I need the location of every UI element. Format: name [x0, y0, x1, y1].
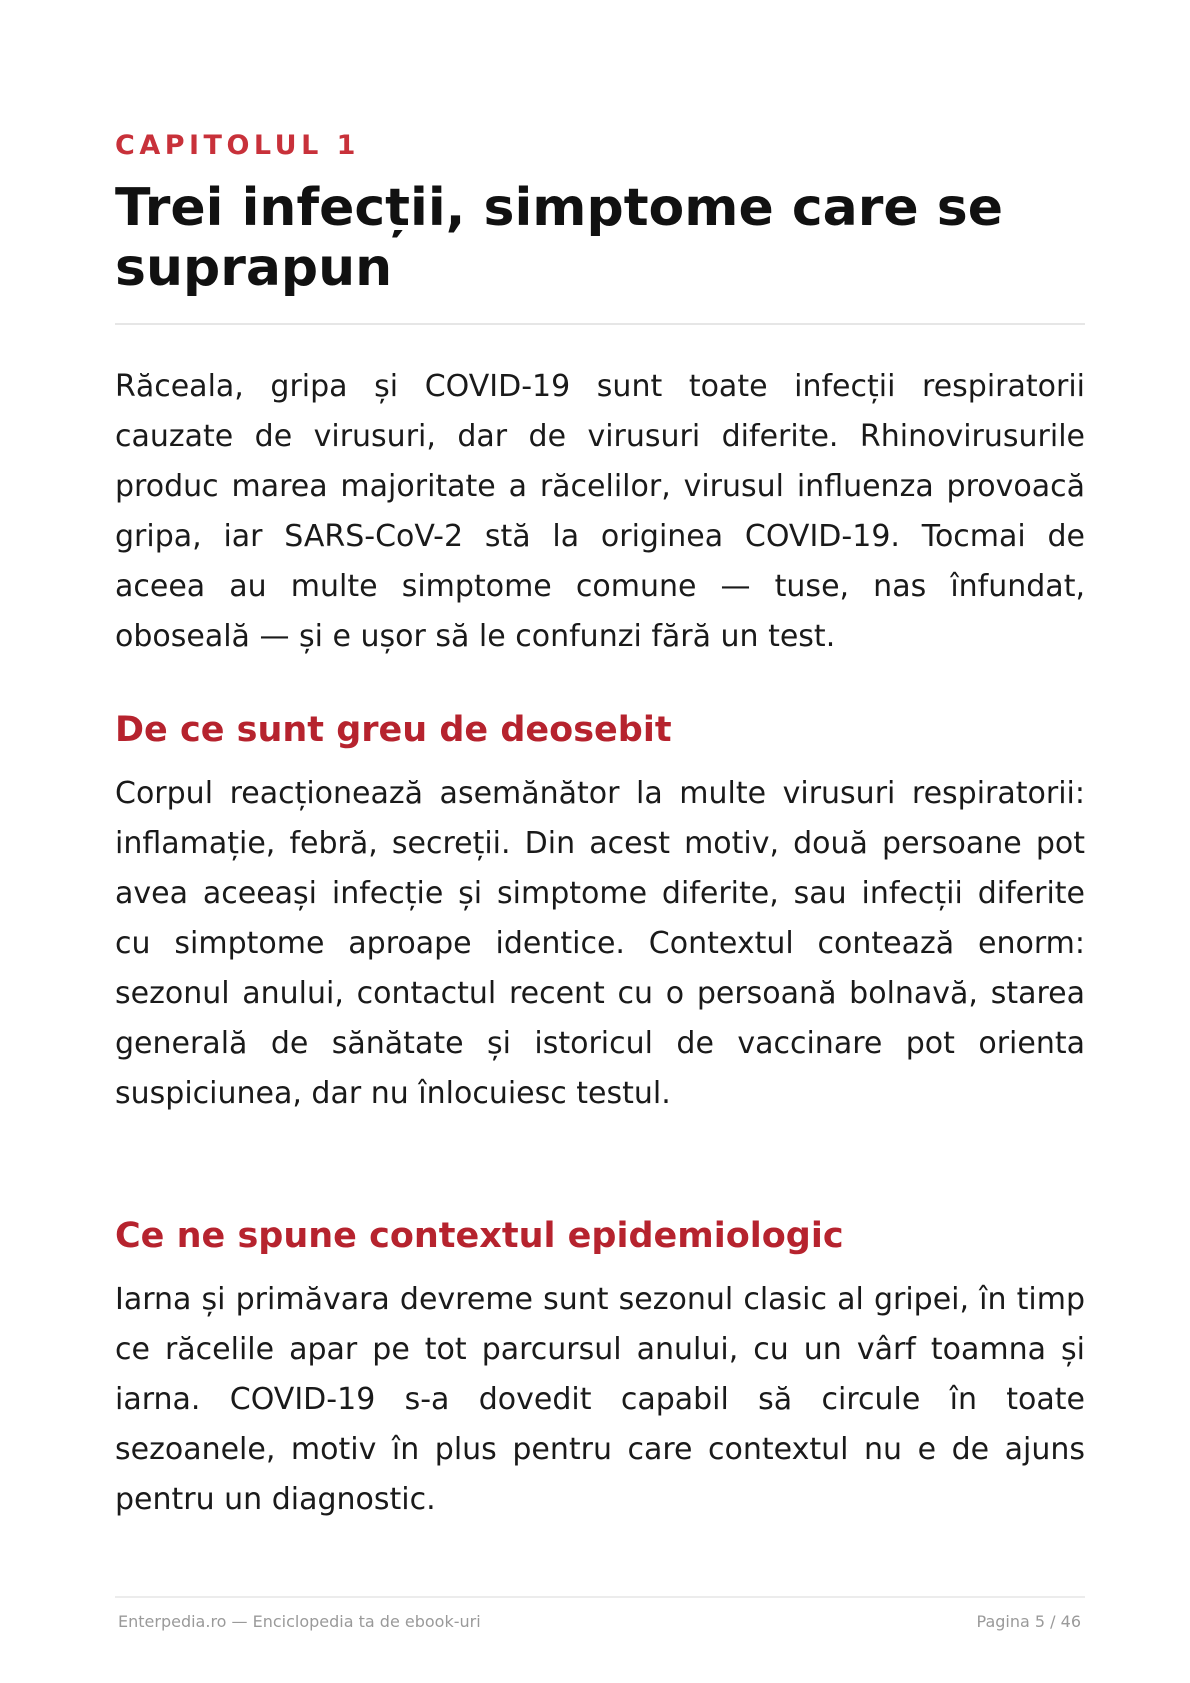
footer-site-name: Enterpedia.ro — Enciclopedia ta de ebook-uri: [118, 1612, 481, 1631]
section-paragraph-why-hard: Corpul reacționează asemănător la multe virusuri respiratorii: inflamație, febră, secreții. Din acest motiv, două persoane pot avea aceeași infecție și simptome diferite, sau infecții diferite cu simptome aproape identice. Contextul contează enorm: sezonul anului, contactul recent cu o persoană bolnavă, starea generală de sănătate și istoricul de vaccinare pot orienta suspiciunea, dar nu înlocuiesc testul.: [115, 776, 1085, 1111]
section-paragraph-epidemiology: Iarna și primăvara devreme sunt sezonul clasic al gripei, în timp ce răcelile apar pe tot parcursul anului, cu un vârf toamna și iarna. COVID-19 s-a dovedit capabil să circule în toate sezoanele, motiv în plus pentru care contextul nu e de ajuns pentru un diagnostic.: [115, 1282, 1085, 1517]
page-footer: [115, 1612, 1085, 1631]
chapter-title: Trei infecții, simptome care se suprapun: [115, 178, 1003, 298]
title-divider: [115, 323, 1085, 325]
chapter-label: CAPITOLUL 1: [115, 130, 360, 161]
section-heading-why-hard: De ce sunt greu de deosebit: [115, 710, 672, 750]
intro-paragraph: Răceala, gripa și COVID-19 sunt toate infecții respiratorii cauzate de virusuri, dar de virusuri diferite. Rhinovirusurile produc marea majoritate a răcelilor, virusul influenza provoacă gripa, iar SARS-CoV-2 stă la originea COVID-19. Tocmai de aceea au multe simptome comune — tuse, nas înfundat, oboseală — și e ușor să le confunzi fără un test.: [115, 369, 1085, 654]
footer-divider: [115, 1596, 1085, 1598]
section-heading-epidemiology: Ce ne spune contextul epidemiologic: [115, 1216, 844, 1256]
document-page: [115, 0, 1085, 1683]
footer-page-number: Pagina 5 / 46: [976, 1612, 1081, 1631]
